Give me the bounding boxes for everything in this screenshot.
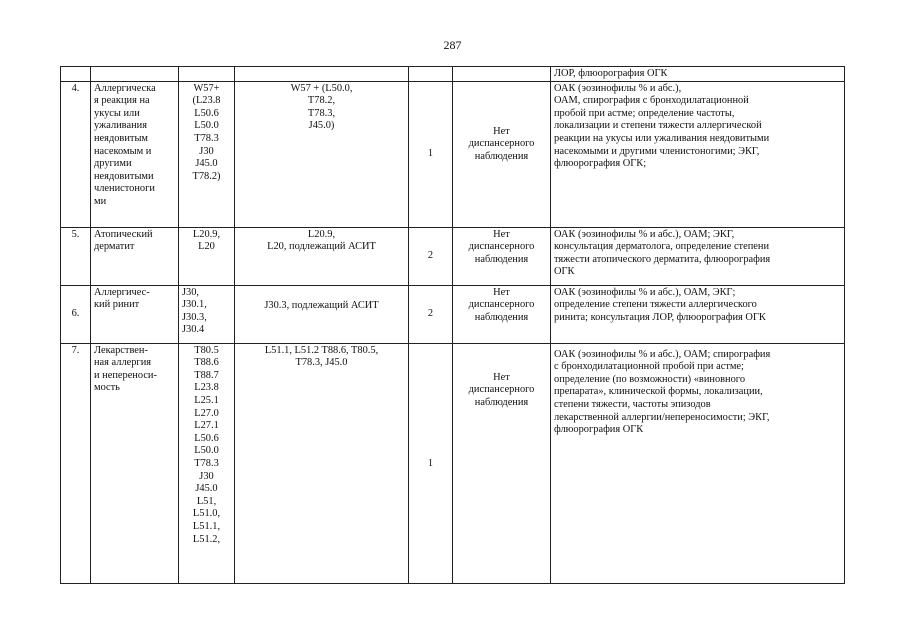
- table-row: [61, 81, 845, 227]
- group-cell: 1: [409, 81, 453, 227]
- icd-code: L27.1: [194, 420, 219, 432]
- observation-line: наблюдения: [474, 150, 529, 162]
- icd-code: L51.1,: [192, 520, 221, 532]
- icd-codes-cell: [179, 285, 235, 343]
- diagnosis-name-line: ная аллергия: [94, 357, 152, 369]
- exam-line: ОАМ, спирография с бронходилатационной: [554, 95, 749, 107]
- exam-line: флюорография ОГК;: [554, 158, 647, 170]
- diagnosis-name-line: Аллергическа: [94, 82, 156, 94]
- icd-code: L51,: [196, 495, 217, 507]
- observation-line: наблюдения: [474, 311, 529, 323]
- subgroup-code-line: L20, подлежащий АСИТ: [267, 241, 376, 253]
- icd-code: J45.0: [195, 483, 218, 495]
- subgroup-codes-cell: [235, 343, 409, 583]
- icd-code: L51.0,: [192, 508, 221, 520]
- subgroup-code-line: J30.3, подлежащий АСИТ: [264, 299, 379, 311]
- exam-cell: [551, 343, 845, 583]
- observation-cell: [453, 343, 551, 583]
- diagnosis-name-line: другими: [94, 158, 132, 170]
- exam-line: определение степени тяжести аллергического: [554, 299, 757, 311]
- icd-code: T78.2): [192, 170, 221, 182]
- observation-line: диспансерного: [468, 138, 535, 150]
- exam-cell: [551, 81, 845, 227]
- exam-line: тяжести атопического дерматита, флюорография: [554, 253, 771, 265]
- subgroup-codes-cell: [235, 285, 409, 343]
- subgroup-code-line: T78.3,: [307, 107, 336, 119]
- diagnosis-name-line: Лекарствен-: [94, 344, 148, 356]
- diagnosis-name-cell: [91, 285, 179, 343]
- icd-code: L20: [198, 241, 215, 253]
- diagnosis-name-line: насекомым и: [94, 145, 152, 157]
- table-row: [61, 285, 845, 343]
- icd-codes-cell: [179, 343, 235, 583]
- icd-code: L23.8: [194, 382, 219, 394]
- exam-line: препарата», клинической формы, локализации,: [554, 386, 763, 398]
- diagnosis-name-line: и непереноси-: [94, 369, 157, 381]
- subgroup-codes-cell: [235, 227, 409, 285]
- subgroup-codes-cell: [235, 81, 409, 227]
- icd-code: T78.3: [194, 132, 219, 144]
- observation-cell: [453, 227, 551, 285]
- diagnosis-name-line: членистоноги: [94, 183, 155, 195]
- exam-line: лекарственной аллергии/непереносимости; ЭКГ,: [554, 411, 770, 423]
- icd-code: J30: [199, 470, 214, 482]
- observation-line: диспансерного: [468, 384, 535, 396]
- exam-line: пробой при астме; определение частоты,: [554, 107, 735, 119]
- diagnosis-name-line: дерматит: [94, 241, 135, 253]
- table-row: [61, 227, 845, 285]
- observation-line: наблюдения: [474, 396, 529, 408]
- diagnosis-name-cell: [91, 81, 179, 227]
- subgroup-code-line: T78.2,: [307, 95, 336, 107]
- row-number: 7.: [61, 343, 91, 583]
- icd-code: L27.0: [194, 407, 219, 419]
- icd-code: J30.4: [182, 324, 205, 336]
- diagnosis-name-line: ужаливания: [94, 120, 147, 132]
- observation-line: Нет: [493, 125, 510, 137]
- observation-line: Нет: [493, 286, 510, 298]
- exam-line: ОГК: [554, 266, 575, 278]
- exam-line: ОАК (эозинофилы % и абс.), ОАМ; ЭКГ,: [554, 228, 735, 240]
- icd-code: J30,: [182, 286, 200, 298]
- table-row: [61, 343, 845, 583]
- diagnosis-name-line: неядовитым: [94, 132, 148, 144]
- icd-code: L50.6: [194, 432, 219, 444]
- group-cell: 1: [409, 343, 453, 583]
- icd-code: (L23.8: [192, 95, 221, 107]
- observation-cell: [453, 285, 551, 343]
- icd-code: L20.9,: [192, 228, 221, 240]
- icd-codes-cell: [179, 227, 235, 285]
- subgroup-code-line: L20.9,: [307, 228, 336, 240]
- exam-line: степени тяжести, частоты эпизодов: [554, 398, 711, 410]
- icd-code: T78.3: [194, 457, 219, 469]
- observation-line: диспансерного: [468, 299, 535, 311]
- group-cell: 2: [409, 227, 453, 285]
- icd-code: J45.0: [195, 158, 218, 170]
- diagnosis-name-line: мость: [94, 382, 120, 394]
- icd-code: T88.7: [194, 369, 219, 381]
- observation-line: Нет: [493, 228, 510, 240]
- icd-code: J30.1,: [182, 299, 207, 311]
- exam-cell: [551, 227, 845, 285]
- page-number: 287: [443, 38, 462, 52]
- observation-line: наблюдения: [474, 253, 529, 265]
- exam-line: насекомыми и другими членистоногими; ЭКГ,: [554, 145, 760, 157]
- icd-code: L50.6: [194, 107, 219, 119]
- diagnosis-name-cell: [91, 227, 179, 285]
- icd-code: L50.0: [194, 120, 219, 132]
- table-row-continuation: [61, 67, 845, 82]
- diagnosis-name-line: Атопический: [94, 228, 153, 240]
- diagnosis-name-line: неядовитыми: [94, 170, 154, 182]
- exam-cell: [551, 285, 845, 343]
- exam-line: определение (по возможности) «виновного: [554, 373, 746, 385]
- dispensary-table: [60, 66, 845, 584]
- row-number: 6.: [61, 285, 91, 343]
- observation-line: диспансерного: [468, 241, 535, 253]
- subgroup-code-line: W57 + (L50.0,: [290, 82, 353, 94]
- icd-code: L50.0: [194, 445, 219, 457]
- icd-code: J30: [199, 145, 214, 157]
- diagnosis-name-line: Аллергичес-: [94, 286, 150, 298]
- row-number: 5.: [61, 227, 91, 285]
- exam-cell: ЛОР, флюорография ОГК: [551, 67, 845, 82]
- observation-line: Нет: [493, 371, 510, 383]
- observation-cell: [453, 81, 551, 227]
- icd-code: W57+: [193, 82, 220, 94]
- exam-line: ринита; консультация ЛОР, флюорография ОГК: [554, 311, 766, 323]
- exam-line: с бронходилатационной пробой при астме;: [554, 361, 744, 373]
- subgroup-code-line: L51.1, L51.2 T88.6, T80.5,: [264, 344, 379, 356]
- exam-line: ОАК (эозинофилы % и абс.),: [554, 82, 682, 94]
- exam-line: реакции на укусы или ужаливания неядовитыми: [554, 132, 770, 144]
- icd-codes-cell: [179, 81, 235, 227]
- icd-code: T80.5: [194, 344, 219, 356]
- exam-line: ОАК (эозинофилы % и абс.), ОАМ, ЭКГ;: [554, 286, 736, 298]
- diagnosis-name-line: кий ринит: [94, 299, 140, 311]
- icd-code: L51.2,: [192, 533, 221, 545]
- subgroup-code-line: J45.0): [308, 120, 335, 132]
- diagnosis-name-line: укусы или: [94, 107, 140, 119]
- subgroup-code-line: T78.3, J45.0: [295, 357, 348, 369]
- group-cell: 2: [409, 285, 453, 343]
- icd-code: L25.1: [194, 394, 219, 406]
- diagnosis-name-line: ми: [94, 195, 107, 207]
- diagnosis-name-line: я реакция на: [94, 95, 150, 107]
- exam-line: ОАК (эозинофилы % и абс.), ОАМ; спирография: [554, 348, 771, 360]
- diagnosis-name-cell: [91, 343, 179, 583]
- exam-line: локализации и степени тяжести аллергической: [554, 120, 762, 132]
- exam-line: флюорография ОГК: [554, 424, 644, 436]
- icd-code: J30.3,: [182, 311, 207, 323]
- icd-code: T88.6: [194, 357, 219, 369]
- exam-line: консультация дерматолога, определение степени: [554, 241, 769, 253]
- row-number: 4.: [61, 81, 91, 227]
